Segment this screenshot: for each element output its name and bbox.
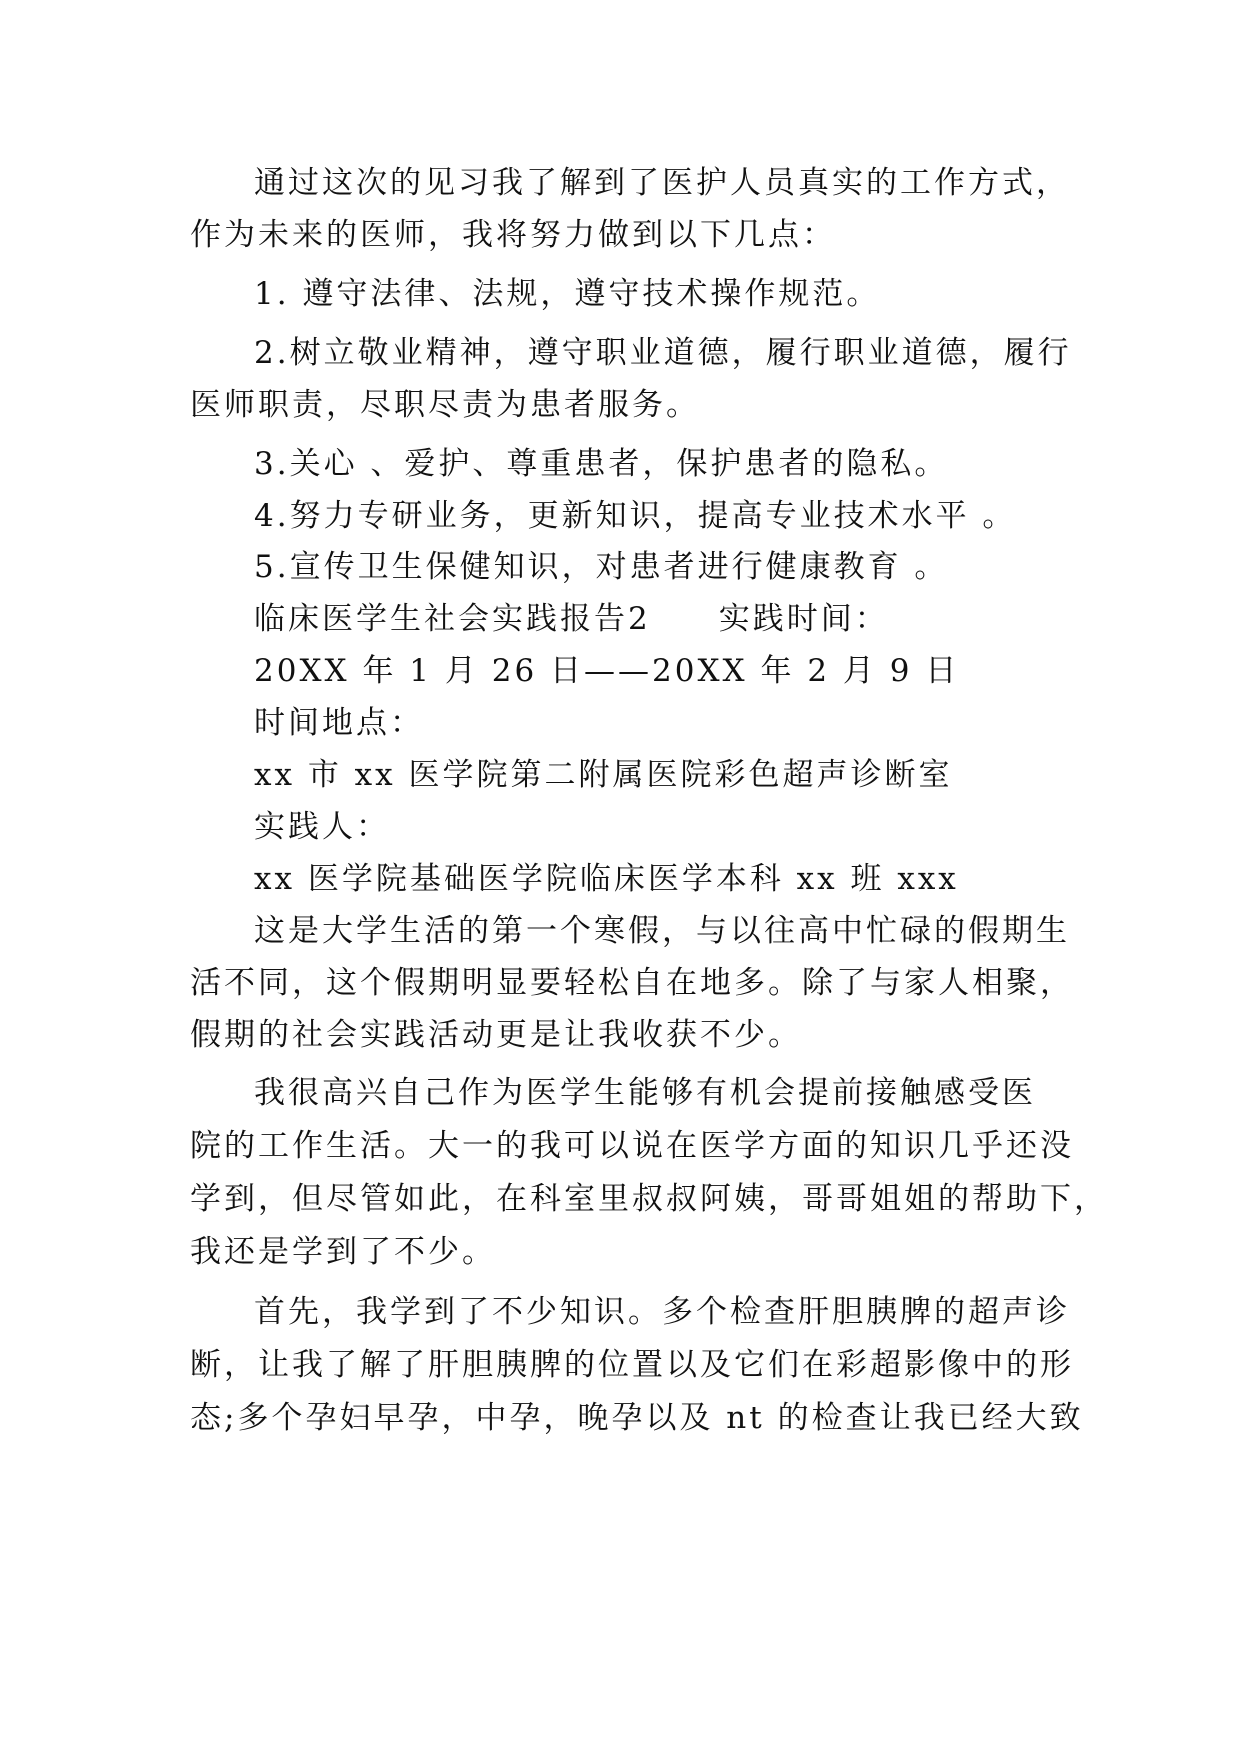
list-item-1: 1. 遵守法律、法规，遵守技术操作规范。: [254, 276, 881, 312]
location-value: xx 市 xx 医学院第二附属医院彩色超声诊断室: [254, 757, 953, 793]
paragraph-line: 活不同，这个假期明显要轻松自在地多。除了与家人相聚，: [190, 965, 1074, 1001]
paragraph-line: 我很高兴自己作为医学生能够有机会提前接触感受医: [254, 1075, 1036, 1111]
section-heading: 临床医学生社会实践报告2 实践时间：: [254, 601, 889, 637]
list-item-4: 4.努力专研业务，更新知识，提高专业技术水平 。: [254, 498, 1017, 534]
practitioner-value: xx 医学院基础医学院临床医学本科 xx 班 xxx: [254, 861, 959, 897]
location-label: 时间地点：: [254, 705, 424, 741]
paragraph-line: 院的工作生活。大一的我可以说在医学方面的知识几乎还没: [190, 1128, 1074, 1164]
practitioner-label: 实践人：: [254, 809, 390, 845]
practice-dates: 20XX 年 1 月 26 日——20XX 年 2 月 9 日: [254, 653, 960, 689]
list-item-3: 3.关心 、爱护、尊重患者，保护患者的隐私。: [254, 446, 949, 482]
list-item-5: 5.宣传卫生保健知识，对患者进行健康教育 。: [254, 549, 949, 585]
paragraph-line: 我还是学到了不少。: [190, 1234, 496, 1270]
paragraph-line: 断，让我了解了肝胆胰脾的位置以及它们在彩超影像中的形: [190, 1347, 1074, 1383]
paragraph-line: 作为未来的医师，我将努力做到以下几点：: [190, 217, 836, 253]
list-item-2: 2.树立敬业精神，遵守职业道德，履行职业道德，履行: [254, 335, 1072, 371]
paragraph-line: 医师职责，尽职尽责为患者服务。: [190, 387, 700, 423]
paragraph-line: 这是大学生活的第一个寒假，与以往高中忙碌的假期生: [254, 913, 1070, 949]
paragraph-line: 通过这次的见习我了解到了医护人员真实的工作方式，: [254, 165, 1070, 201]
paragraph-line: 学到，但尽管如此，在科室里叔叔阿姨，哥哥姐姐的帮助下，: [190, 1181, 1108, 1217]
paragraph-line: 假期的社会实践活动更是让我收获不少。: [190, 1017, 802, 1053]
paragraph-line: 态;多个孕妇早孕，中孕，晚孕以及 nt 的检查让我已经大致: [190, 1400, 1084, 1436]
paragraph-line: 首先，我学到了不少知识。多个检查肝胆胰脾的超声诊: [254, 1294, 1070, 1330]
